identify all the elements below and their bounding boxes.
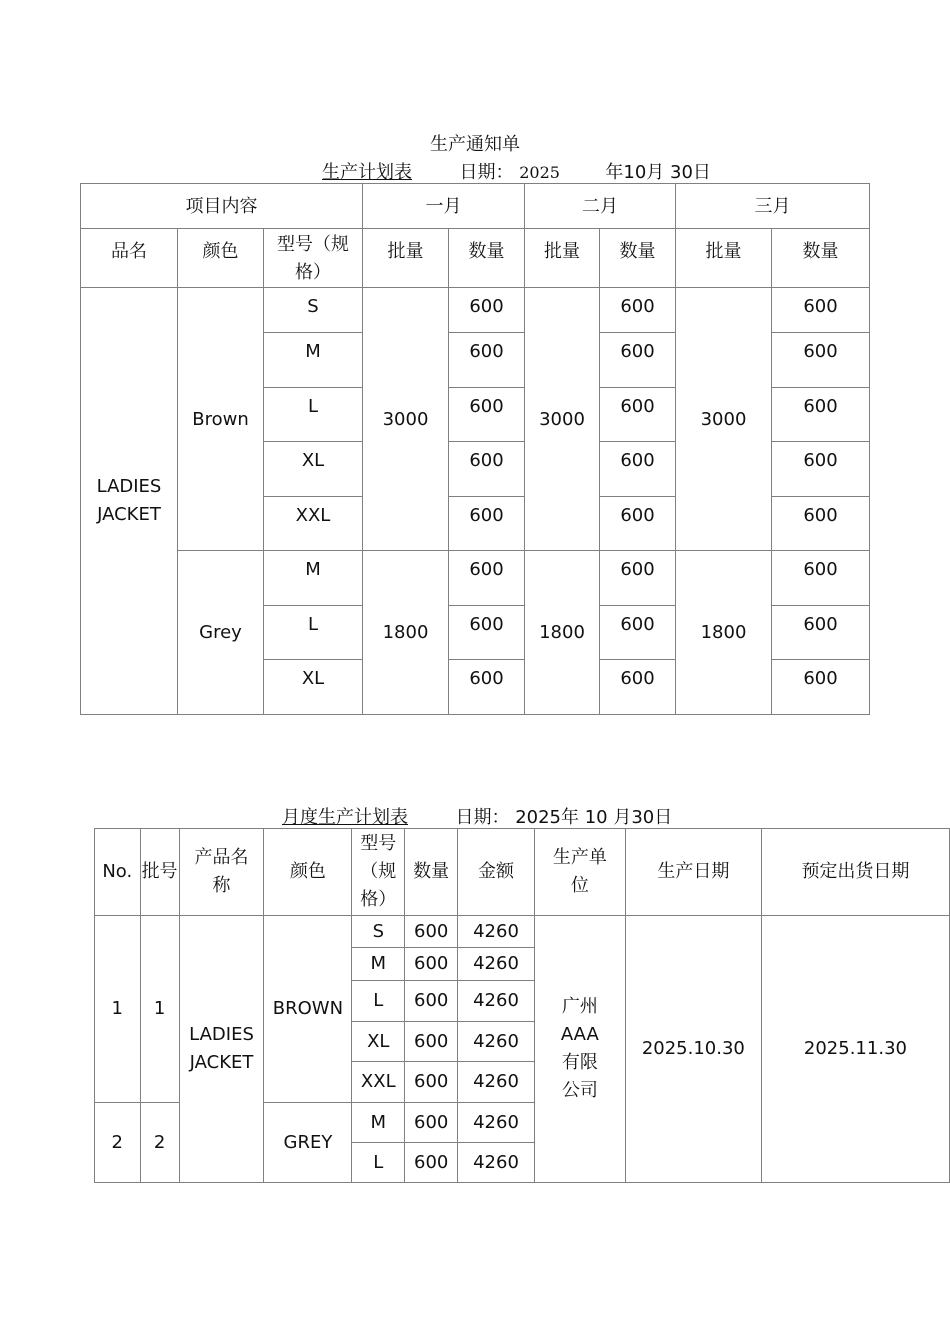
notice-title: 生产通知单 xyxy=(430,134,520,155)
header-month-1: 一月 xyxy=(363,184,525,229)
quantity-cell: 600 xyxy=(600,497,676,551)
header-quantity: 数量 xyxy=(449,229,525,288)
header-month-2: 二月 xyxy=(525,184,676,229)
quantity-cell: 600 xyxy=(405,1022,458,1062)
quantity-cell: 600 xyxy=(405,948,458,981)
size-cell: XL xyxy=(264,442,363,497)
quantity-cell: 600 xyxy=(405,1062,458,1103)
amount-cell: 4260 xyxy=(458,1022,535,1062)
header-color: 颜色 xyxy=(264,829,352,916)
product-name-cell: LADIES JACKET xyxy=(81,288,178,715)
size-cell: M xyxy=(352,1103,405,1143)
header-model: 型号（规格） xyxy=(264,229,363,288)
size-cell: XXL xyxy=(264,497,363,551)
size-cell: L xyxy=(264,606,363,660)
header-quantity: 数量 xyxy=(772,229,870,288)
batch-cell: 3000 xyxy=(676,288,772,551)
size-cell: L xyxy=(352,1143,405,1183)
quantity-cell: 600 xyxy=(600,388,676,442)
quantity-cell: 600 xyxy=(449,606,525,660)
header-product: 产品名称 xyxy=(179,829,264,916)
quantity-cell: 600 xyxy=(405,916,458,948)
header-amount: 金额 xyxy=(458,829,535,916)
monthly-date-value: 2025年 10 月30日 xyxy=(515,807,673,828)
header-quantity: 数量 xyxy=(405,829,458,916)
batch-cell: 3000 xyxy=(525,288,600,551)
quantity-cell: 600 xyxy=(600,288,676,333)
header-item-content: 项目内容 xyxy=(81,184,363,229)
amount-cell: 4260 xyxy=(458,981,535,1022)
header-quantity: 数量 xyxy=(600,229,676,288)
quantity-cell: 600 xyxy=(600,551,676,606)
color-cell: GREY xyxy=(264,1103,352,1183)
quantity-cell: 600 xyxy=(772,288,870,333)
header-lot: 批号 xyxy=(140,829,179,916)
quantity-cell: 600 xyxy=(600,442,676,497)
plan-date-label: 日期： xyxy=(459,162,514,183)
plan-title-line xyxy=(322,158,711,184)
row-no: 2 xyxy=(95,1103,141,1183)
quantity-cell: 600 xyxy=(600,660,676,715)
quantity-cell: 600 xyxy=(772,333,870,388)
factory-cell: 广州AAA有限公司 xyxy=(534,916,625,1183)
color-cell: BROWN xyxy=(264,916,352,1103)
quantity-cell: 600 xyxy=(600,333,676,388)
monthly-title: 月度生产计划表 xyxy=(282,807,408,828)
product-cell: LADIES JACKET xyxy=(179,916,264,1183)
color-cell: Brown xyxy=(178,288,264,551)
size-cell: L xyxy=(264,388,363,442)
header-color: 颜色 xyxy=(178,229,264,288)
quantity-cell: 600 xyxy=(405,1103,458,1143)
quantity-cell: 600 xyxy=(405,981,458,1022)
monthly-date-label: 日期： xyxy=(455,807,510,828)
header-product-name: 品名 xyxy=(81,229,178,288)
quantity-cell: 600 xyxy=(449,333,525,388)
header-no: No. xyxy=(95,829,141,916)
row-no: 1 xyxy=(95,916,141,1103)
size-cell: XXL xyxy=(352,1062,405,1103)
amount-cell: 4260 xyxy=(458,1143,535,1183)
size-cell: XL xyxy=(264,660,363,715)
batch-cell: 3000 xyxy=(363,288,449,551)
size-cell: S xyxy=(264,288,363,333)
header-production-date: 生产日期 xyxy=(625,829,761,916)
plan-title: 生产计划表 xyxy=(322,162,412,183)
header-ship-date: 预定出货日期 xyxy=(761,829,949,916)
size-cell: XL xyxy=(352,1022,405,1062)
quantity-cell: 600 xyxy=(772,497,870,551)
quantity-cell: 600 xyxy=(772,606,870,660)
amount-cell: 4260 xyxy=(458,1103,535,1143)
quantity-cell: 600 xyxy=(449,497,525,551)
quantity-cell: 600 xyxy=(449,388,525,442)
size-cell: L xyxy=(352,981,405,1022)
batch-cell: 1800 xyxy=(525,551,600,715)
size-cell: M xyxy=(264,333,363,388)
color-cell: Grey xyxy=(178,551,264,715)
header-model: 型号（规格） xyxy=(352,829,405,916)
header-factory: 生产单位 xyxy=(534,829,625,916)
header-month-3: 三月 xyxy=(676,184,870,229)
amount-cell: 4260 xyxy=(458,948,535,981)
quantity-cell: 600 xyxy=(772,660,870,715)
batch-cell: 1800 xyxy=(363,551,449,715)
quantity-cell: 600 xyxy=(449,551,525,606)
quantity-cell: 600 xyxy=(405,1143,458,1183)
quantity-cell: 600 xyxy=(449,660,525,715)
size-cell: M xyxy=(264,551,363,606)
batch-cell: 1800 xyxy=(676,551,772,715)
quantity-cell: 600 xyxy=(449,288,525,333)
quantity-cell: 600 xyxy=(449,442,525,497)
size-cell: M xyxy=(352,948,405,981)
plan-date-year: 2025 xyxy=(519,163,560,182)
quantity-cell: 600 xyxy=(772,551,870,606)
ship-date-cell: 2025.11.30 xyxy=(761,916,949,1183)
quantity-cell: 600 xyxy=(772,388,870,442)
header-batch: 批量 xyxy=(363,229,449,288)
production-plan-table xyxy=(80,183,870,715)
plan-date-rest: 年10月 30日 xyxy=(605,162,711,183)
row-lot: 2 xyxy=(140,1103,179,1183)
quantity-cell: 600 xyxy=(772,442,870,497)
header-batch: 批量 xyxy=(525,229,600,288)
header-batch: 批量 xyxy=(676,229,772,288)
size-cell: S xyxy=(352,916,405,948)
quantity-cell: 600 xyxy=(600,606,676,660)
amount-cell: 4260 xyxy=(458,1062,535,1103)
row-lot: 1 xyxy=(140,916,179,1103)
monthly-title-line xyxy=(282,803,672,829)
production-date-cell: 2025.10.30 xyxy=(625,916,761,1183)
amount-cell: 4260 xyxy=(458,916,535,948)
monthly-plan-table xyxy=(94,828,950,1183)
